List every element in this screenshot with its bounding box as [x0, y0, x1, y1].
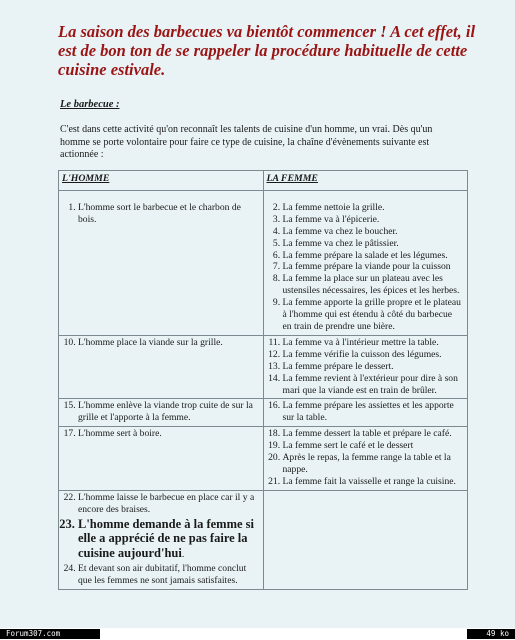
emphasis-tail: .	[181, 548, 185, 560]
intro-paragraph: C'est dans cette activité qu'on reconnaît les talents de cuisine d'un homme, un vrai. Dès qu'un homme se porte volontaire pour faire ce type de cuisine, la chaîne d'évènements suivante est actionnée :	[60, 124, 433, 160]
list-item: 5. La femme va chez le pâtissier.	[283, 238, 464, 250]
list-item: 17. L'homme sert à boire.	[78, 428, 259, 440]
list-item: 13. La femme prépare le dessert.	[283, 361, 464, 373]
list-item: 14. La femme revient à l'extérieur pour dire à son mari que la viande est en train de brûler.	[283, 373, 464, 397]
homme-cell	[59, 490, 264, 589]
femme-cell	[263, 190, 468, 335]
list-item: 2. La femme nettoie la grille.	[283, 202, 464, 214]
table-row	[59, 427, 468, 491]
headline: La saison des barbecues va bientôt commencer ! A cet effet, il est de bon ton de se rappeler la procédure habituelle de cette cuisine estivale.	[58, 22, 476, 79]
section-title: Le barbecue :	[60, 99, 120, 110]
procedure-table	[58, 170, 468, 590]
footer-site: Forum307.com	[0, 629, 100, 639]
list-item: 11. La femme va à l'intérieur mettre la table.	[283, 337, 464, 349]
list-item: 10. L'homme place la viande sur la grille.	[78, 337, 259, 349]
table-row	[59, 399, 468, 427]
list-item: 4. La femme va chez le boucher.	[283, 226, 464, 238]
femme-cell	[263, 335, 468, 399]
emphasis-text: L'homme demande à la femme si elle a apprécié de ne pas faire la cuisine aujourd'hui	[78, 516, 255, 560]
list-item: 18. La femme dessert la table et prépare le café.	[283, 428, 464, 440]
list-item: 6. La femme prépare la salade et les légumes.	[283, 250, 464, 262]
column-header-homme: L'HOMME	[59, 171, 264, 191]
homme-cell	[59, 399, 264, 427]
list-item: 19. La femme sert le café et le dessert	[283, 440, 464, 452]
list-item: 7. La femme prépare la viande pour la cuisson	[283, 261, 464, 273]
list-item: 22. L'homme laisse le barbecue en place car il y a encore des braises.	[78, 492, 259, 516]
femme-cell	[263, 399, 468, 427]
footer-bar	[0, 628, 515, 640]
list-item: 1. L'homme sort le barbecue et le charbon de bois.	[78, 202, 259, 226]
homme-cell	[59, 335, 264, 399]
footer-size: 49 ko	[467, 629, 515, 639]
list-item: 8. La femme la place sur un plateau avec les ustensiles nécessaires, les épices et les herbes.	[283, 273, 464, 297]
list-item: 16. La femme prépare les assiettes et les apporte sur la table.	[283, 400, 464, 424]
list-item: 3. La femme va à l'épicerie.	[283, 214, 464, 226]
homme-cell	[59, 427, 264, 491]
table-row	[59, 190, 468, 335]
list-item: 15. L'homme enlève la viande trop cuite de sur la grille et l'apporte à la femme.	[78, 400, 259, 424]
femme-cell-empty	[263, 490, 468, 589]
list-item: 12. La femme vérifie la cuisson des légumes.	[283, 349, 464, 361]
list-item: 21. La femme fait la vaisselle et range la cuisine.	[283, 476, 464, 488]
femme-cell	[263, 427, 468, 491]
list-item: 9. La femme apporte la grille propre et le plateau à l'homme qui est étendu à côté du barbecue en train de prendre une bière.	[283, 297, 464, 333]
table-row	[59, 335, 468, 399]
list-item: 24. Et devant son air dubitatif, l'homme conclut que les femmes ne sont jamais satisfaites.	[78, 563, 259, 587]
list-item-emphasis	[78, 517, 259, 563]
homme-cell	[59, 190, 264, 335]
column-header-femme: LA FEMME	[263, 171, 468, 191]
list-item: 20. Après le repas, la femme range la table et la nappe.	[283, 452, 464, 476]
table-row	[59, 490, 468, 589]
